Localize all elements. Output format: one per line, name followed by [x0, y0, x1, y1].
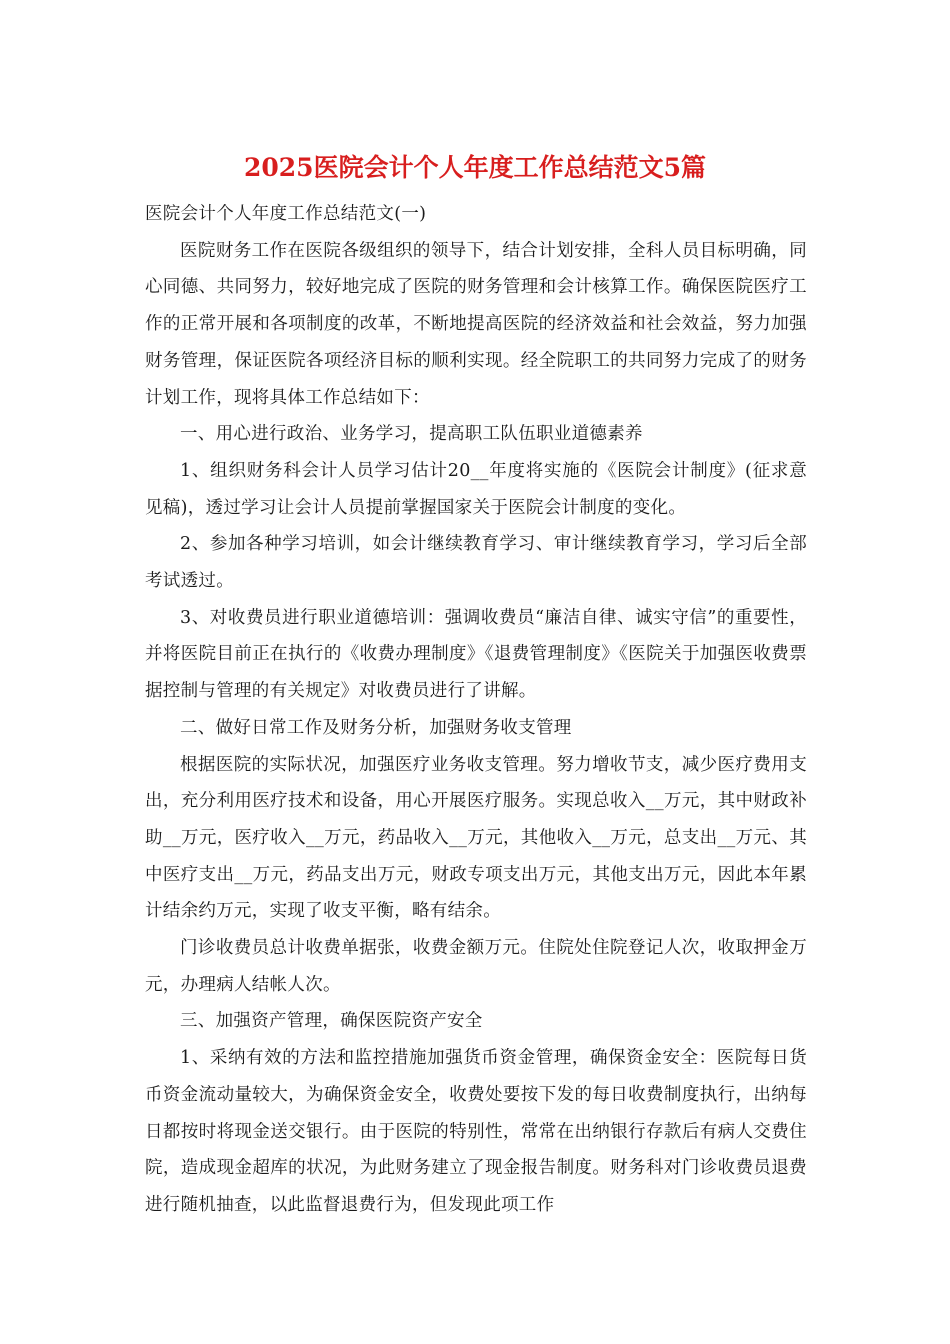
section-heading-3: 三、加强资产管理，确保医院资产安全 — [180, 1011, 483, 1032]
list-item-paragraph: 1、采纳有效的方法和监控措施加强货币资金管理，确保资金安全：医院每日货币资金流动量较大，为确保资金安全，收费处要按下发的每日收费制度执行，出纳每日都按时将现金送交银行。由于医院的特别性，常常在出纳银行存款后有病人交费住院，造成现金超库的状况，为此财务建立了现金报告制度。财务科对门诊收费员退费进行随机抽查，以此监督退费行为，但发现此项工作 — [145, 1048, 807, 1215]
document-body — [145, 196, 807, 1224]
list-item-paragraph: 1、组织财务科会计人员学习估计20__年度将实施的《医院会计制度》(征求意见稿)，透过学习让会计人员提前掌握国家关于医院会计制度的变化。 — [145, 460, 807, 518]
document-title: 2025医院会计个人年度工作总结范文5篇 — [244, 153, 706, 182]
body-paragraph: 根据医院的实际状况，加强医疗业务收支管理。努力增收节支，减少医疗费用支出，充分利用医疗技术和设备，用心开展医疗服务。实现总收入__万元，其中财政补助__万元，医疗收入__万元，药品收入__万元，其他收入__万元，总支出__万元、其中医疗支出__万元，药品支出万元，财政专项支出万元，其他支出万元，因此本年累计结余约万元，实现了收支平衡，略有结余。 — [145, 754, 807, 922]
list-item-paragraph: 3、对收费员进行职业道德培训：强调收费员“廉洁自律、诚实守信”的重要性，并将医院目前正在执行的《收费办理制度》《退费管理制度》《医院关于加强医收费票据控制与管理的有关规定》对收费员进行了讲解。 — [145, 607, 807, 702]
list-item-paragraph: 2、参加各种学习培训，如会计继续教育学习、审计继续教育学习，学习后全部考试透过。 — [145, 534, 807, 592]
body-paragraph: 门诊收费员总计收费单据张，收费金额万元。住院处住院登记人次，收取押金万元，办理病人结帐人次。 — [145, 938, 807, 995]
section-heading-1: 一、用心进行政治、业务学习，提高职工队伍职业道德素养 — [180, 424, 643, 445]
intro-paragraph: 医院财务工作在医院各级组织的领导下，结合计划安排，全科人员目标明确，同心同德、共同努力，较好地完成了医院的财务管理和会计核算工作。确保医院医疗工作的正常开展和各项制度的改革，不断地提高医院的经济效益和社会效益，努力加强财务管理，保证医院各项经济目标的顺利实现。经全院职工的共同努力完成了的财务计划工作，现将具体工作总结如下： — [145, 240, 807, 408]
section-heading-2: 二、做好日常工作及财务分析，加强财务收支管理 — [180, 717, 572, 738]
subtitle-paragraph: 医院会计个人年度工作总结范文(一) — [145, 204, 427, 224]
